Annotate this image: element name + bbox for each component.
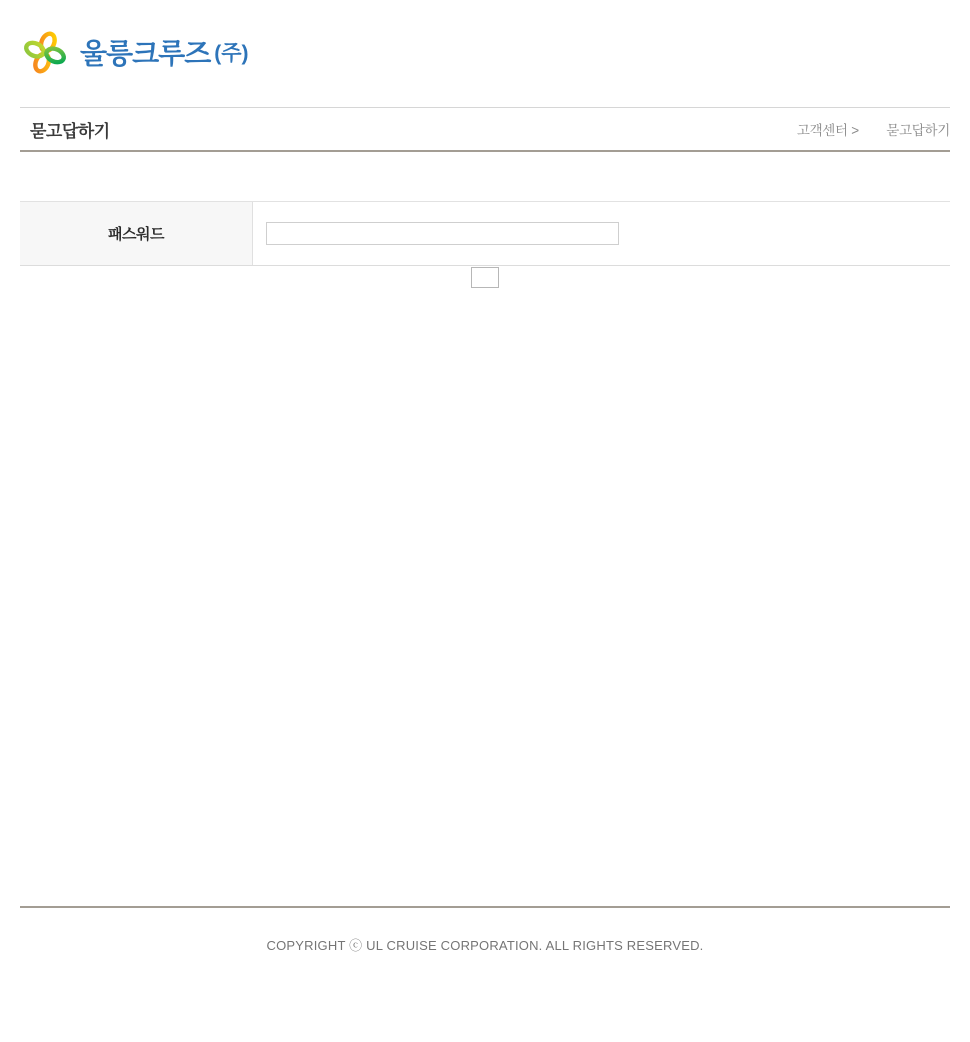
password-input-cell — [253, 202, 950, 265]
site-logo[interactable] — [20, 0, 950, 75]
empty-content-area — [20, 288, 950, 906]
logo-wordmark — [80, 32, 249, 72]
title-bar — [20, 107, 950, 152]
copyright-text: COPYRIGHT ⓒ UL CRUISE CORPORATION. ALL RIGHTS RESERVED. — [266, 938, 704, 953]
page-container — [20, 0, 950, 1042]
breadcrumb-parent[interactable]: 고객센터 > — [796, 123, 859, 138]
submit-button[interactable] — [471, 267, 499, 288]
logo-company-suffix: (주) — [214, 42, 249, 65]
breadcrumb — [797, 119, 950, 139]
submit-button-row — [20, 267, 950, 288]
password-form-table — [20, 201, 950, 266]
password-input[interactable] — [266, 222, 619, 245]
footer — [20, 906, 950, 1042]
pinwheel-flower-icon — [22, 29, 68, 76]
page-title: 묻고답하기 — [30, 121, 110, 141]
spacer — [20, 152, 950, 201]
logo-company-name: 울릉크루즈 — [80, 38, 211, 69]
breadcrumb-current: 묻고답하기 — [886, 123, 950, 138]
password-label: 패스워드 — [20, 202, 253, 265]
